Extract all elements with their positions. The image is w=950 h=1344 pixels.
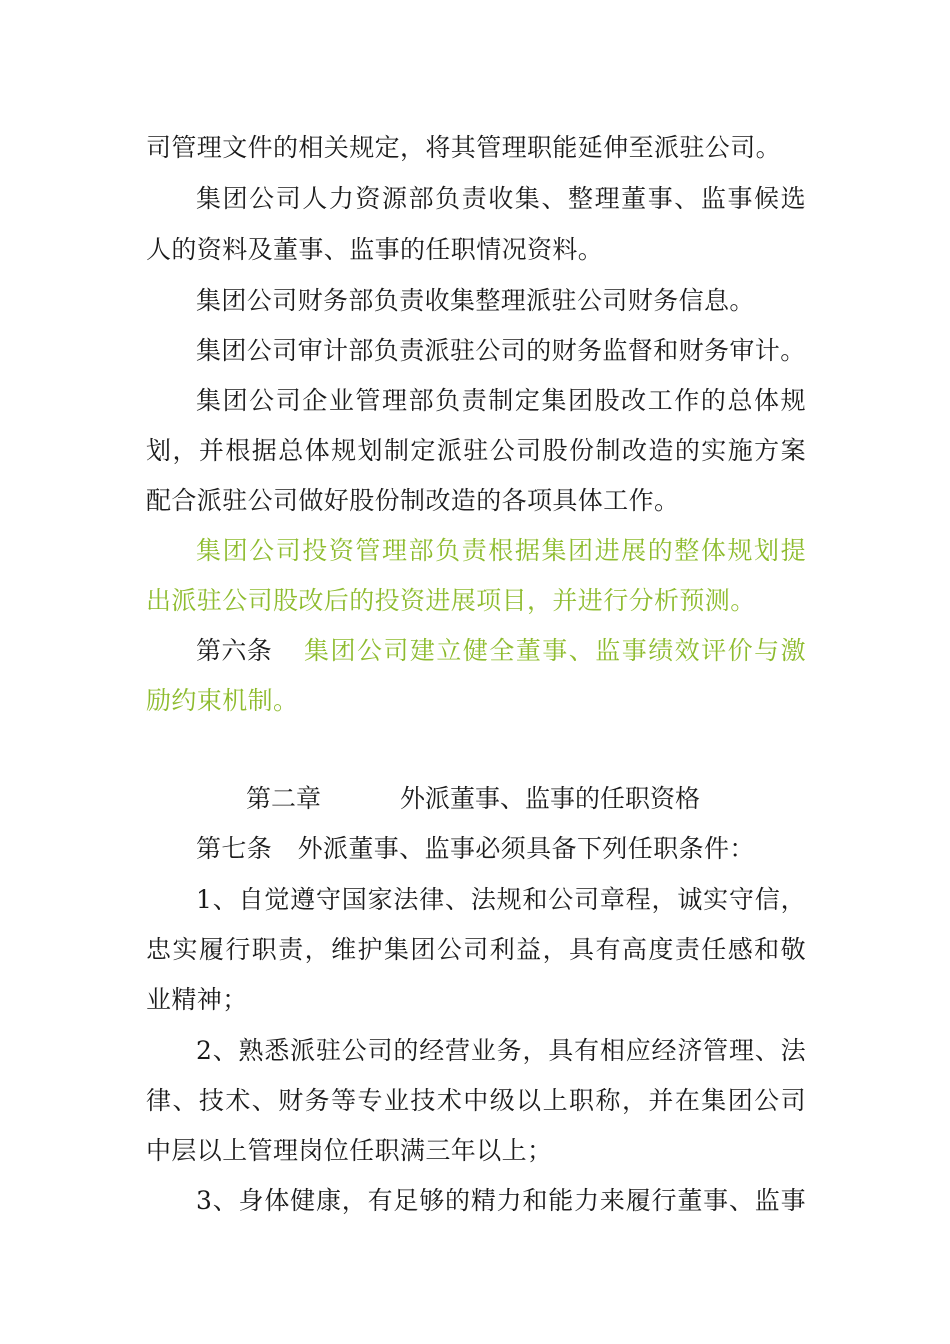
chapter-title: 外派董事、监事的任职资格 [400, 784, 701, 813]
paragraph-line: 业精神； [146, 985, 248, 1014]
paragraph-line: 集团公司财务部负责收集整理派驻公司财务信息。 [196, 286, 755, 315]
list-item-line: 2、熟悉派驻公司的经营业务，具有相应经济管理、法 [196, 1036, 806, 1065]
article-number: 第六条 [196, 636, 273, 665]
paragraph-line: 集团公司企业管理部负责制定集团股改工作的总体规 [196, 386, 806, 415]
list-item-line: 3、身体健康，有足够的精力和能力来履行董事、监事 [196, 1186, 806, 1215]
paragraph-line: 集团公司人力资源部负责收集、整理董事、监事候选 [196, 184, 806, 213]
paragraph-line: 配合派驻公司做好股份制改造的各项具体工作。 [146, 486, 680, 515]
highlighted-line: 励约束机制。 [146, 686, 299, 715]
chapter-number: 第二章 [246, 784, 322, 813]
paragraph-line: 忠实履行职责，维护集团公司利益，具有高度责任感和敬 [146, 935, 806, 964]
paragraph-line: 集团公司审计部负责派驻公司的财务监督和财务审计。 [196, 336, 806, 365]
highlighted-line: 集团公司投资管理部负责根据集团进展的整体规划提 [196, 536, 806, 565]
paragraph-line: 划，并根据总体规划制定派驻公司股份制改造的实施方案 [146, 436, 806, 465]
article-line: 第七条 外派董事、监事必须具备下列任职条件： [196, 834, 755, 863]
paragraph-line: 人的资料及董事、监事的任职情况资料。 [146, 235, 604, 264]
list-item-line: 1、自觉遵守国家法律、法规和公司章程，诚实守信， [196, 885, 806, 914]
highlighted-line: 出派驻公司股改后的投资进展项目，并进行分析预测。 [146, 586, 756, 615]
paragraph-line: 司管理文件的相关规定，将其管理职能延伸至派驻公司。 [146, 133, 782, 162]
paragraph-line: 律、技术、财务等专业技术中级以上职称，并在集团公司 [146, 1086, 806, 1115]
paragraph-line: 中层以上管理岗位任职满三年以上； [146, 1136, 553, 1165]
highlighted-line: 集团公司建立健全董事、监事绩效评价与激 [304, 636, 806, 665]
